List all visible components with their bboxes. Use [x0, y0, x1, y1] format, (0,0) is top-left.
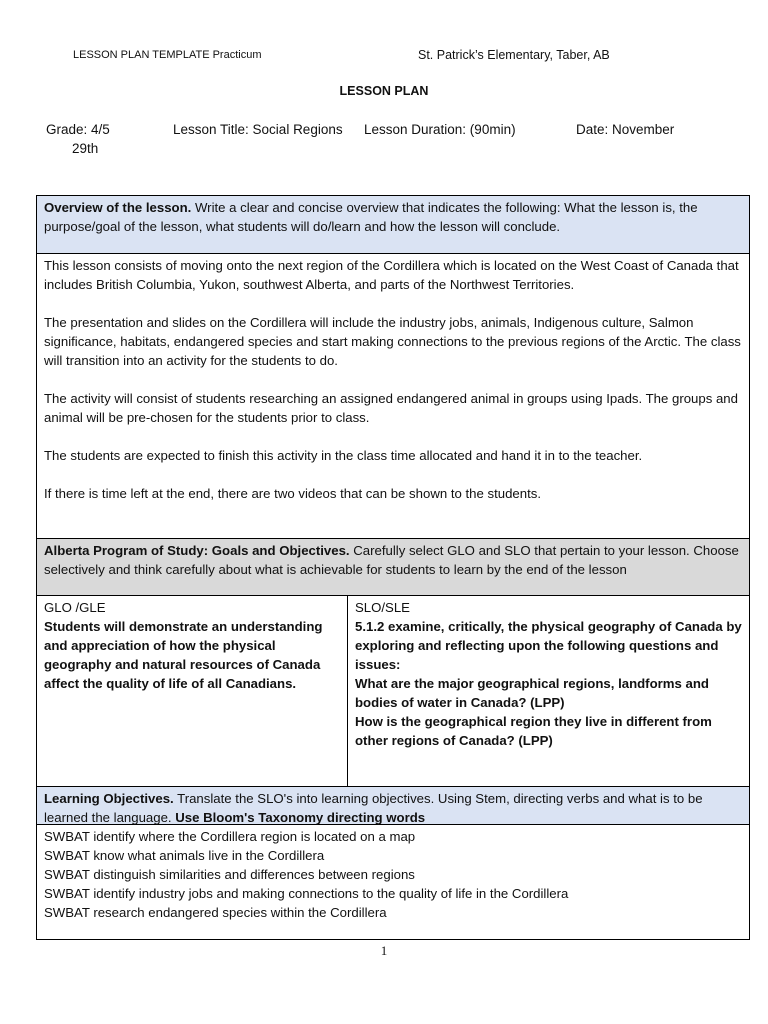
overview-paragraph: The students are expected to finish this activity in the class time allocated and hand it in to the teacher.	[44, 448, 643, 463]
glo-label: GLO /GLE	[44, 600, 106, 615]
page-number: 1	[380, 943, 388, 958]
glo-slo-row	[37, 596, 749, 787]
date-field: Date: November	[576, 122, 675, 137]
overview-paragraph: The presentation and slides on the Cordillera will include the industry jobs, animals, Indigenous culture, Salmon significance, habitats, endangered species and start making connections to the previous regions of the Arctic. The class will transition into an activity for the students to do.	[44, 315, 741, 368]
date-field-continued: 29th	[72, 141, 99, 156]
slo-cell	[348, 596, 749, 786]
program-header-row	[37, 539, 749, 596]
lesson-duration-field: Lesson Duration: (90min)	[364, 122, 516, 137]
glo-text: Students will demonstrate an understanding and appreciation of how the physical geography and natural resources of Canada affect the quality of life of all Canadians.	[44, 619, 323, 691]
slo-label: SLO/SLE	[355, 600, 410, 615]
objectives-emphasis: Use Bloom's Taxonomy directing words	[175, 810, 426, 825]
overview-header-row	[37, 196, 749, 254]
objective-item: SWBAT identify industry jobs and making connections to the quality of life in the Cordillera	[44, 886, 569, 901]
program-heading: Alberta Program of Study: Goals and Objectives.	[44, 543, 350, 558]
objectives-header-row	[37, 787, 749, 825]
glo-cell	[37, 596, 348, 786]
slo-line: How is the geographical region they live in different from other regions of Canada? (LPP)	[355, 714, 712, 748]
slo-line: What are the major geographical regions, landforms and bodies of water in Canada? (LPP)	[355, 676, 709, 710]
lesson-plan-table	[36, 195, 750, 940]
page-title: LESSON PLAN	[339, 84, 429, 98]
objectives-instructions: Translate the SLO's into learning objectives. Using Stem, directing verbs and what is to be learned the language.	[44, 791, 703, 825]
lesson-title-field: Lesson Title: Social Regions	[173, 122, 343, 137]
grade-field: Grade: 4/5	[46, 122, 110, 137]
overview-paragraph: This lesson consists of moving onto the next region of the Cordillera which is located on the West Coast of Canada that includes British Columbia, Yukon, southwest Alberta, and parts of the Northwest Territories.	[44, 258, 739, 292]
slo-line: 5.1.2 examine, critically, the physical geography of Canada by exploring and reflecting upon the following questions and issues:	[355, 619, 742, 672]
objective-item: SWBAT research endangered species within the Cordillera	[44, 905, 387, 920]
overview-body-row	[37, 254, 749, 539]
objective-item: SWBAT distinguish similarities and differences between regions	[44, 867, 415, 882]
objective-item: SWBAT identify where the Cordillera region is located on a map	[44, 829, 416, 844]
overview-instructions: Write a clear and concise overview that indicates the following: What the lesson is, the purpose/goal of the lesson, what students will do/learn and how the lesson will conclude.	[44, 200, 698, 234]
overview-paragraph: If there is time left at the end, there are two videos that can be shown to the students.	[44, 486, 542, 501]
objectives-list-row	[37, 825, 749, 939]
overview-heading: Overview of the lesson.	[44, 200, 192, 215]
overview-paragraph: The activity will consist of students researching an assigned endangered animal in groups using Ipads. The groups and animal will be pre-chosen for the students prior to class.	[44, 391, 738, 425]
objectives-heading: Learning Objectives.	[44, 791, 174, 806]
header-school-name: St. Patrick’s Elementary, Taber, AB	[418, 48, 610, 62]
header-template-label: LESSON PLAN TEMPLATE Practicum	[73, 49, 262, 61]
objective-item: SWBAT know what animals live in the Cordillera	[44, 848, 325, 863]
program-instructions: Carefully select GLO and SLO that pertain to your lesson. Choose selectively and think carefully about what is achievable for students to learn by the end of the lesson	[44, 543, 739, 577]
